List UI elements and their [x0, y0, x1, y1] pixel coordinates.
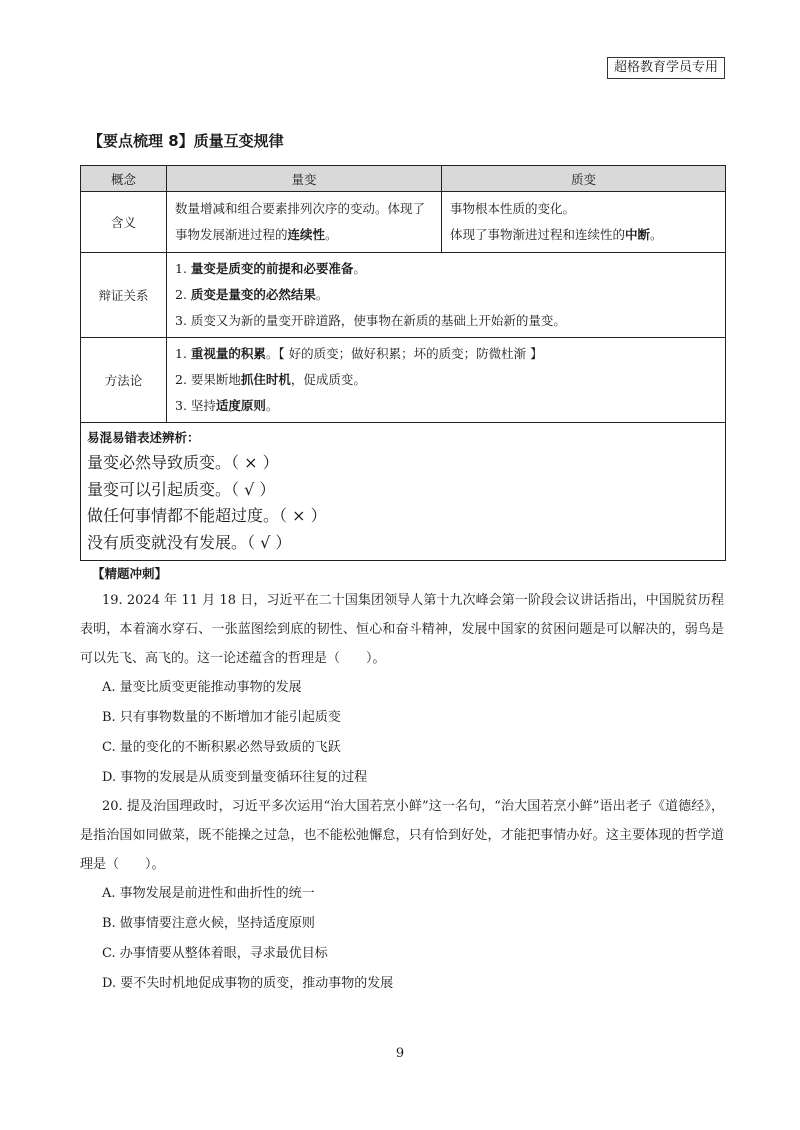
sprint-title: 【精题冲刺】 — [92, 566, 168, 581]
dialectic-item-3: 3. 质变又为新的量变开辟道路，使事物在新质的基础上开始新的量变。 — [175, 313, 566, 328]
dialectic-item-2: 2. 质变是量变的必然结果。 — [175, 287, 329, 302]
methodology-item-2: 2. 要果断地抓住时机，促成质变。 — [175, 372, 366, 387]
methodology-item-3: 3. 坚持适度原则。 — [175, 398, 279, 413]
option-d: D. 要不失时机地促成事物的质变，推动事物的发展 — [102, 976, 394, 991]
mistakes-title: 易混易错表述辨析： — [87, 430, 200, 445]
meaning-quant-line1: 数量增减和组合要素排列次序的变动。体现了 — [175, 201, 426, 216]
mistake-item: 做任何事情都不能超过度。（ × ） — [87, 506, 327, 525]
option-d: D. 事物的发展是从质变到量变循环往复的过程 — [102, 770, 368, 785]
option-b: B. 只有事物数量的不断增加才能引起质变 — [102, 710, 341, 725]
mistake-item: 量变必然导致质变。（ × ） — [87, 453, 279, 472]
mistake-item: 没有质变就没有发展。（ √ ） — [87, 532, 292, 552]
mistake-item: 量变可以引起质变。（ √ ） — [87, 479, 276, 499]
table-header-row — [81, 166, 725, 191]
question-20 — [80, 792, 724, 999]
key-points-table — [80, 165, 726, 561]
mistakes-row — [81, 422, 725, 560]
question-19 — [80, 586, 724, 793]
option-c: C. 量的变化的不断积累必然导致质的飞跃 — [102, 740, 341, 755]
methodology-item-1: 1. 重视量的积累。【 好的质变；做好积累；坏的质变；防微杜渐 】 — [175, 346, 543, 361]
header-quantitative: 量变 — [167, 166, 442, 191]
dialectic-content — [167, 253, 725, 337]
section-title: 【要点梳理 8】质量互变规律 — [88, 132, 284, 150]
dialectic-item-1: 1. 量变是质变的前提和必要准备。 — [175, 261, 366, 276]
methodology-row — [81, 337, 725, 422]
page-number: 9 — [395, 1046, 405, 1061]
question-stem: 20. 提及治国理政时，习近平多次运用“治大国若烹小鲜”这一名句，“治大国若烹小鲜”语出老子《道德经》，是指治国如同做菜，既不能操之过急，也不能松弛懈怠，只有恰到好处，才能把事情办好。这主要体现的哲学道理是（ ）。 — [80, 799, 724, 872]
option-c: C. 办事情要从整体着眼，寻求最优目标 — [102, 946, 328, 961]
meaning-qualitative — [442, 192, 725, 252]
meaning-row — [81, 191, 725, 252]
header-concept: 概念 — [81, 166, 167, 191]
meaning-qual-line2: 体现了事物渐进过程和连续性的中断。 — [450, 227, 663, 242]
exclusive-badge: 超格教育学员专用 — [607, 57, 725, 79]
question-stem: 19. 2024 年 11 月 18 日，习近平在二十国集团领导人第十九次峰会第一阶段会议讲话指出，中国脱贫历程表明，本着滴水穿石、一张蓝图绘到底的韧性、恒心和奋斗精神，发展中国家的贫困问题是可以解决的，弱鸟是可以先飞、高飞的。这一论述蕴含的哲理是（ ）。 — [80, 593, 724, 666]
header-qualitative: 质变 — [570, 171, 596, 187]
dialectic-row — [81, 252, 725, 337]
meaning-quant-line2: 事物发展渐进过程的连续性。 — [175, 227, 338, 242]
option-a: A. 量变比质变更能推动事物的发展 — [102, 680, 302, 695]
option-a: A. 事物发展是前进性和曲折性的统一 — [102, 886, 315, 901]
methodology-label: 方法论 — [81, 338, 167, 422]
meaning-qual-line1: 事物根本性质的变化。 — [450, 201, 576, 216]
option-b: B. 做事情要注意火候，坚持适度原则 — [102, 916, 315, 931]
methodology-content — [167, 338, 725, 422]
meaning-quantitative — [167, 192, 442, 252]
meaning-label: 含义 — [81, 192, 167, 252]
dialectic-label: 辩证关系 — [81, 253, 167, 337]
